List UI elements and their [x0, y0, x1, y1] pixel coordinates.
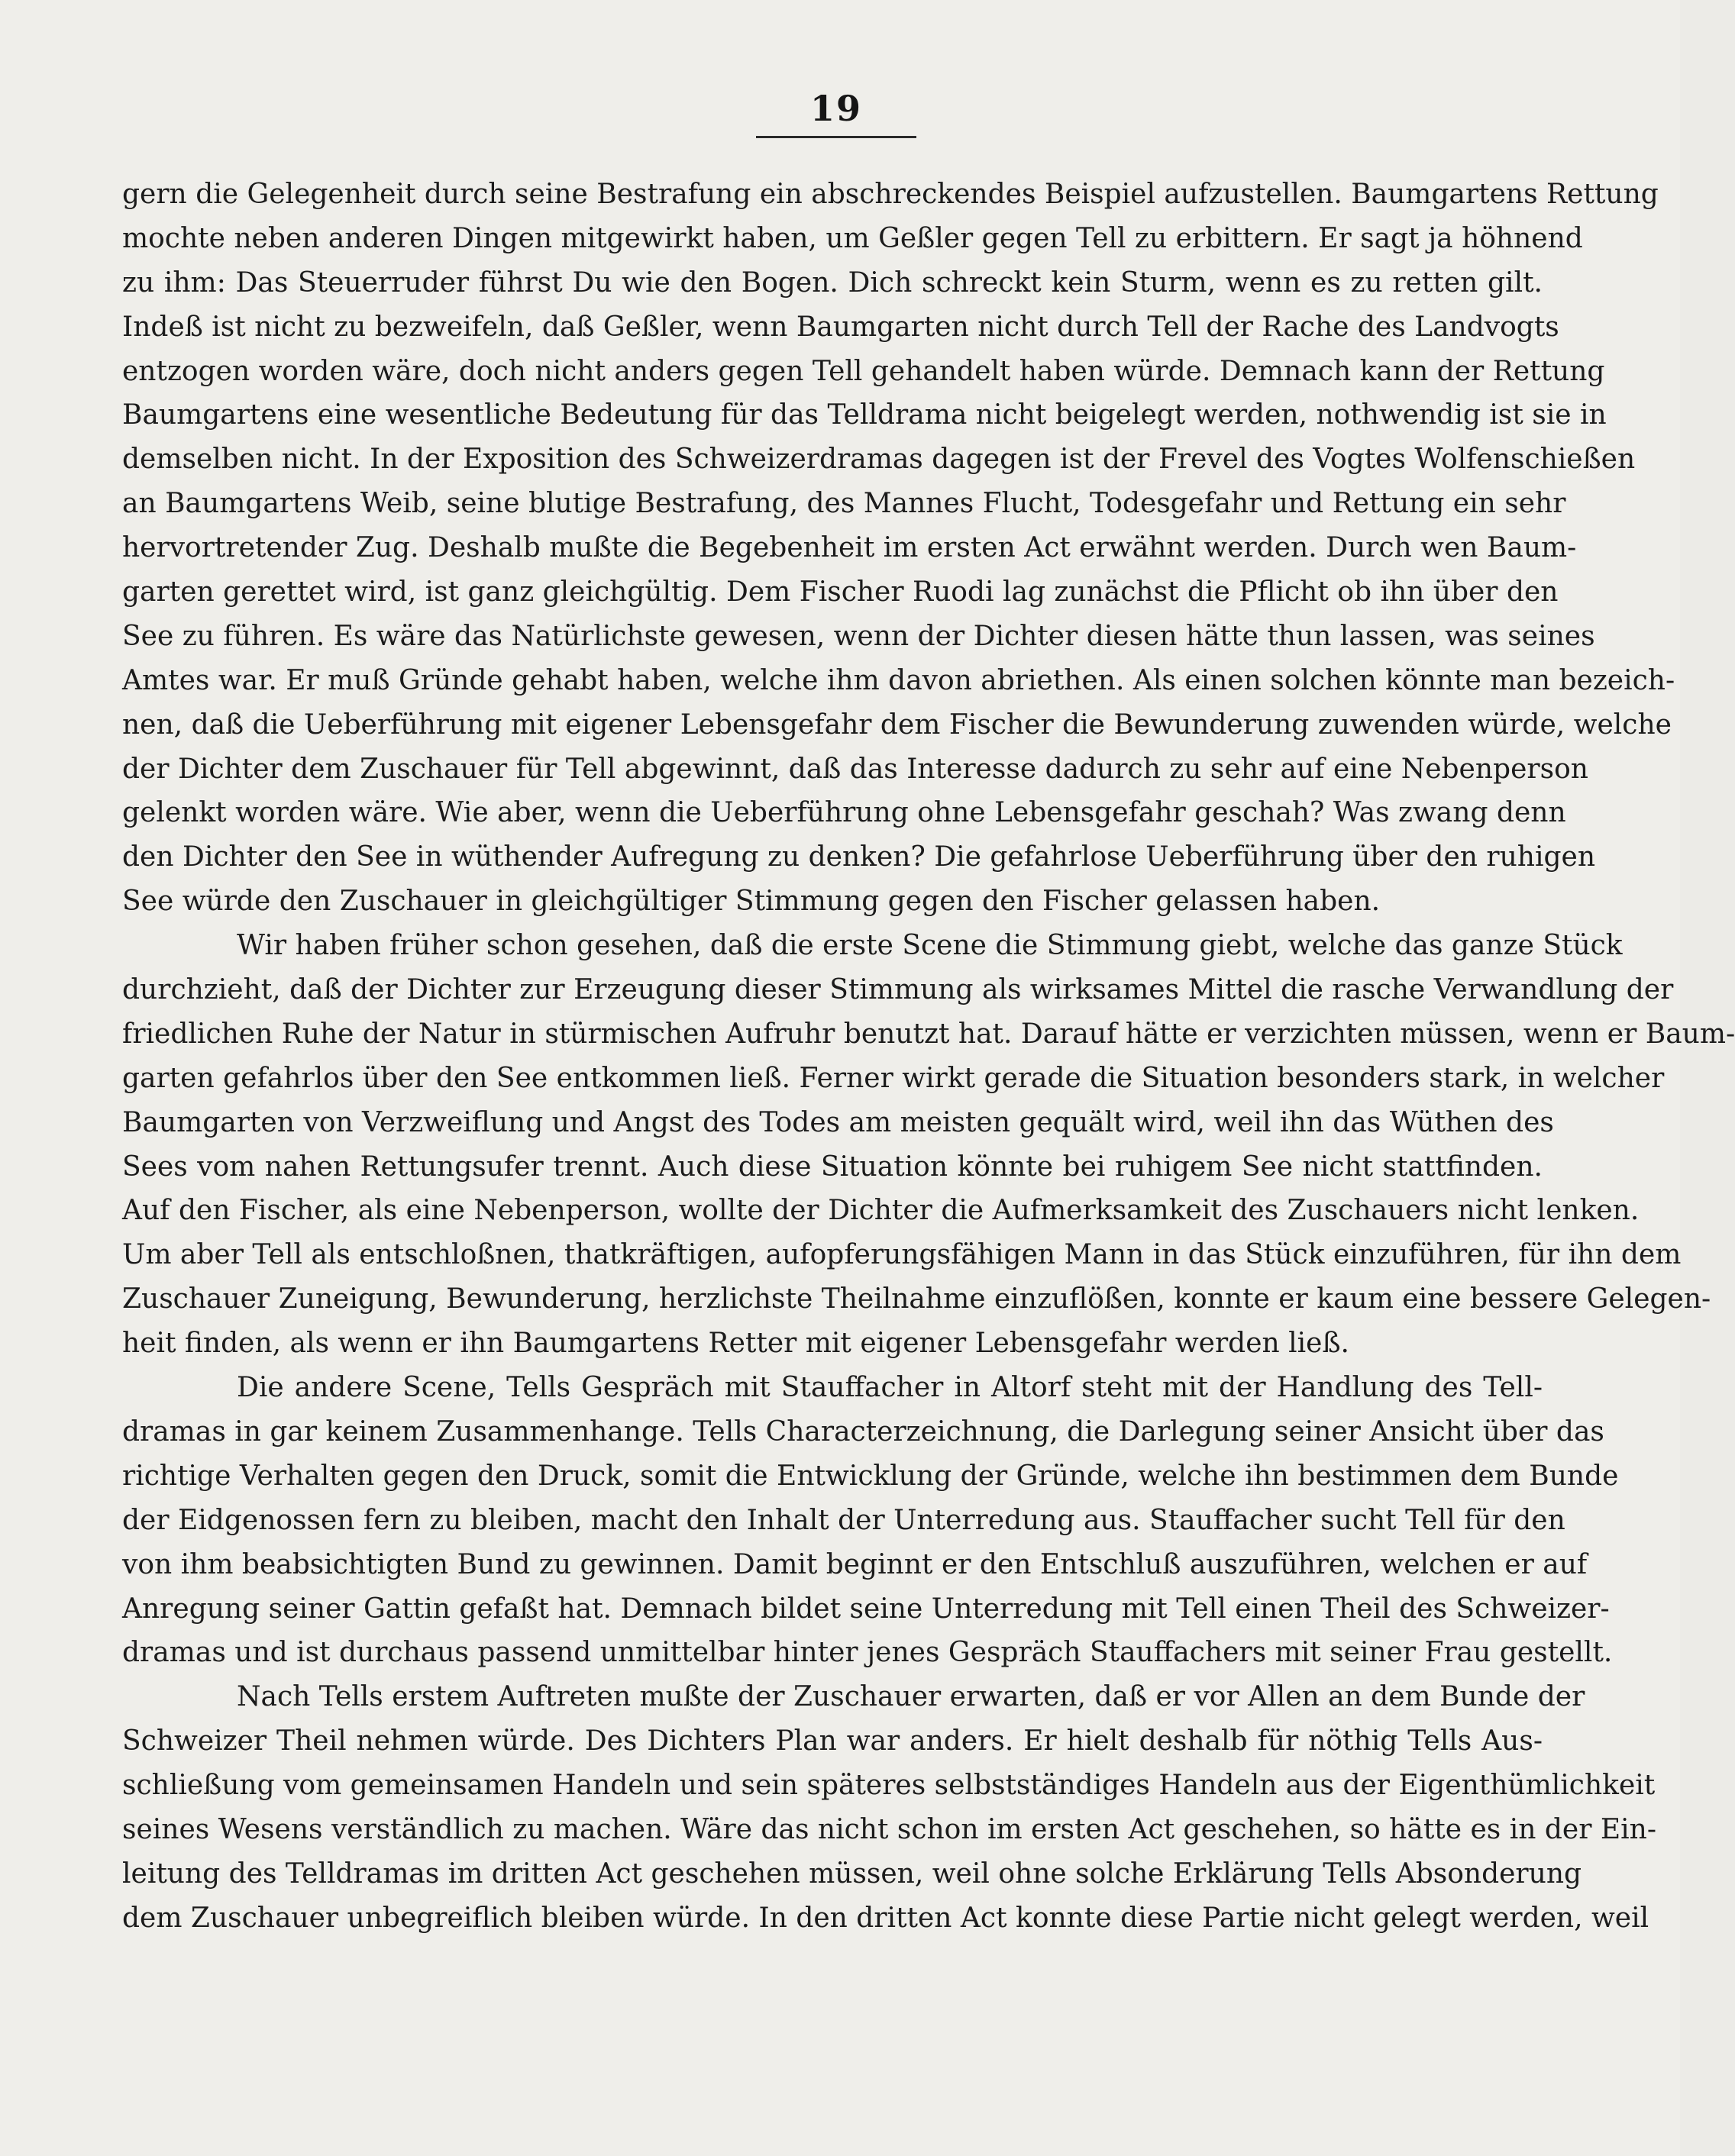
text-line: an Baumgartens Weib, seine blutige Bestrafung, des Mannes Flucht, Todesgefahr und Rettung ein sehr: [122, 488, 1566, 520]
text-line: entzogen worden wäre, doch nicht anders gegen Tell gehandelt haben würde. Demnach kann der Rettung: [122, 355, 1605, 387]
text-line: dramas in gar keinem Zusammenhange. Tells Characterzeichnung, die Darlegung seiner Ansicht über das: [122, 1415, 1604, 1448]
text-line: schließung vom gemeinsamen Handeln und sein späteres selbstständiges Handeln aus der Eigenthümlichkeit: [122, 1770, 1656, 1802]
text-line: Amtes war. Er muß Gründe gehabt haben, welche ihm davon abriethen. Als einen solchen könnte man bezeich-: [122, 664, 1675, 696]
text-line: Baumgartens eine wesentliche Bedeutung für das Telldrama nicht beigelegt werden, nothwendig ist sie in: [122, 399, 1607, 431]
text-line: leitung des Telldramas im dritten Act geschehen müssen, weil ohne solche Erklärung Tells Absonderung: [122, 1857, 1582, 1890]
paragraph-first-line: Nach Tells erstem Auftreten mußte der Zuschauer erwarten, daß er vor Allen an dem Bunde der: [237, 1681, 1585, 1713]
page-number: 19: [809, 88, 862, 129]
text-line: garten gefahrlos über den See entkommen ließ. Ferner wirkt gerade die Situation besonders stark, in welcher: [122, 1062, 1665, 1094]
text-line: zu ihm: Das Steuerruder führst Du wie den Bogen. Dich schreckt kein Sturm, wenn es zu retten gilt.: [122, 266, 1543, 299]
text-line: Indeß ist nicht zu bezweifeln, daß Geßler, wenn Baumgarten nicht durch Tell der Rache des Landvogts: [122, 311, 1559, 343]
text-line: mochte neben anderen Dingen mitgewirkt haben, um Geßler gegen Tell zu erbittern. Er sagt ja höhnend: [122, 222, 1583, 254]
text-line: dem Zuschauer unbegreiflich bleiben würde. In den dritten Act konnte diese Partie nicht gelegt werden, weil: [122, 1902, 1649, 1934]
text-line: richtige Verhalten gegen den Druck, somit die Entwicklung der Gründe, welche ihn bestimmen dem Bunde: [122, 1460, 1619, 1492]
text-line: Auf den Fischer, als eine Nebenperson, wollte der Dichter die Aufmerksamkeit des Zuschauers nicht lenken.: [122, 1195, 1640, 1227]
text-line: Schweizer Theil nehmen würde. Des Dichters Plan war anders. Er hielt deshalb für nöthig Tells Aus-: [122, 1725, 1543, 1757]
text-line: friedlichen Ruhe der Natur in stürmischen Aufruhr benutzt hat. Darauf hätte er verzichten müssen, wenn er Baum-: [122, 1018, 1735, 1050]
paragraph-first-line: Die andere Scene, Tells Gespräch mit Stauffacher in Altorf steht mit der Handlung des Tell-: [237, 1372, 1543, 1404]
text-line: nen, daß die Ueberführung mit eigener Lebensgefahr dem Fischer die Bewunderung zuwenden würde, welche: [122, 708, 1672, 741]
text-line: gern die Gelegenheit durch seine Bestrafung ein abschreckendes Beispiel aufzustellen. Baumgartens Rettung: [122, 179, 1659, 210]
text-line: dramas und ist durchaus passend unmittelbar hinter jenes Gespräch Stauffachers mit seiner Frau gestellt.: [122, 1637, 1613, 1669]
text-line: Um aber Tell als entschloßnen, thatkräftigen, aufopferungsfähigen Mann in das Stück einzuführen, für ihn dem: [122, 1239, 1682, 1271]
text-line: See würde den Zuschauer in gleichgültiger Stimmung gegen den Fischer gelassen haben.: [122, 886, 1381, 918]
body-text: [122, 173, 1735, 1941]
text-line: Baumgarten von Verzweiflung und Angst des Todes am meisten gequält wird, weil ihn das Wüthen des: [122, 1106, 1554, 1138]
text-line: See zu führen. Es wäre das Natürlichste gewesen, wenn der Dichter diesen hätte thun lassen, was seines: [122, 620, 1595, 652]
text-line: den Dichter den See in wüthender Aufregung zu denken? Die gefahrlose Ueberführung über den ruhigen: [122, 841, 1596, 873]
text-line: der Dichter dem Zuschauer für Tell abgewinnt, daß das Interesse dadurch zu sehr auf eine Nebenperson: [122, 753, 1588, 785]
text-line: heit finden, als wenn er ihn Baumgartens Retter mit eigener Lebensgefahr werden ließ.: [122, 1328, 1349, 1360]
text-line: der Eidgenossen fern zu bleiben, macht den Inhalt der Unterredung aus. Stauffacher sucht Tell für den: [122, 1504, 1565, 1536]
text-line: Anregung seiner Gattin gefaßt hat. Demnach bildet seine Unterredung mit Tell einen Theil des Schweizer-: [122, 1593, 1610, 1625]
text-line: Sees vom nahen Rettungsufer trennt. Auch diese Situation könnte bei ruhigem See nicht stattfinden.: [122, 1151, 1543, 1183]
page-number-rule: [756, 136, 916, 138]
page-number-container: [756, 86, 916, 131]
text-line: seines Wesens verständlich zu machen. Wäre das nicht schon im ersten Act geschehen, so hätte es in der Ein-: [122, 1813, 1657, 1845]
text-line: hervortretender Zug. Deshalb mußte die Begebenheit im ersten Act erwähnt werden. Durch wen Baum-: [122, 532, 1577, 564]
text-line: gelenkt worden wäre. Wie aber, wenn die Ueberführung ohne Lebensgefahr geschah? Was zwang denn: [122, 797, 1566, 829]
text-line: demselben nicht. In der Exposition des Schweizerdramas dagegen ist der Frevel des Vogtes Wolfenschießen: [122, 444, 1636, 476]
text-line: garten gerettet wird, ist ganz gleichgültig. Dem Fischer Ruodi lag zunächst die Pflicht ob ihn über den: [122, 576, 1559, 608]
text-line: Zuschauer Zuneigung, Bewunderung, herzlichste Theilnahme einzuflößen, konnte er kaum eine bessere Gelegen-: [122, 1283, 1711, 1315]
text-line: durchzieht, daß der Dichter zur Erzeugung dieser Stimmung als wirksames Mittel die rasche Verwandlung der: [122, 974, 1674, 1006]
text-line: von ihm beabsichtigten Bund zu gewinnen. Damit beginnt er den Entschluß auszuführen, welchen er auf: [122, 1548, 1588, 1580]
paragraph-first-line: Wir haben früher schon gesehen, daß die erste Scene die Stimmung giebt, welche das ganze Stück: [237, 930, 1623, 962]
